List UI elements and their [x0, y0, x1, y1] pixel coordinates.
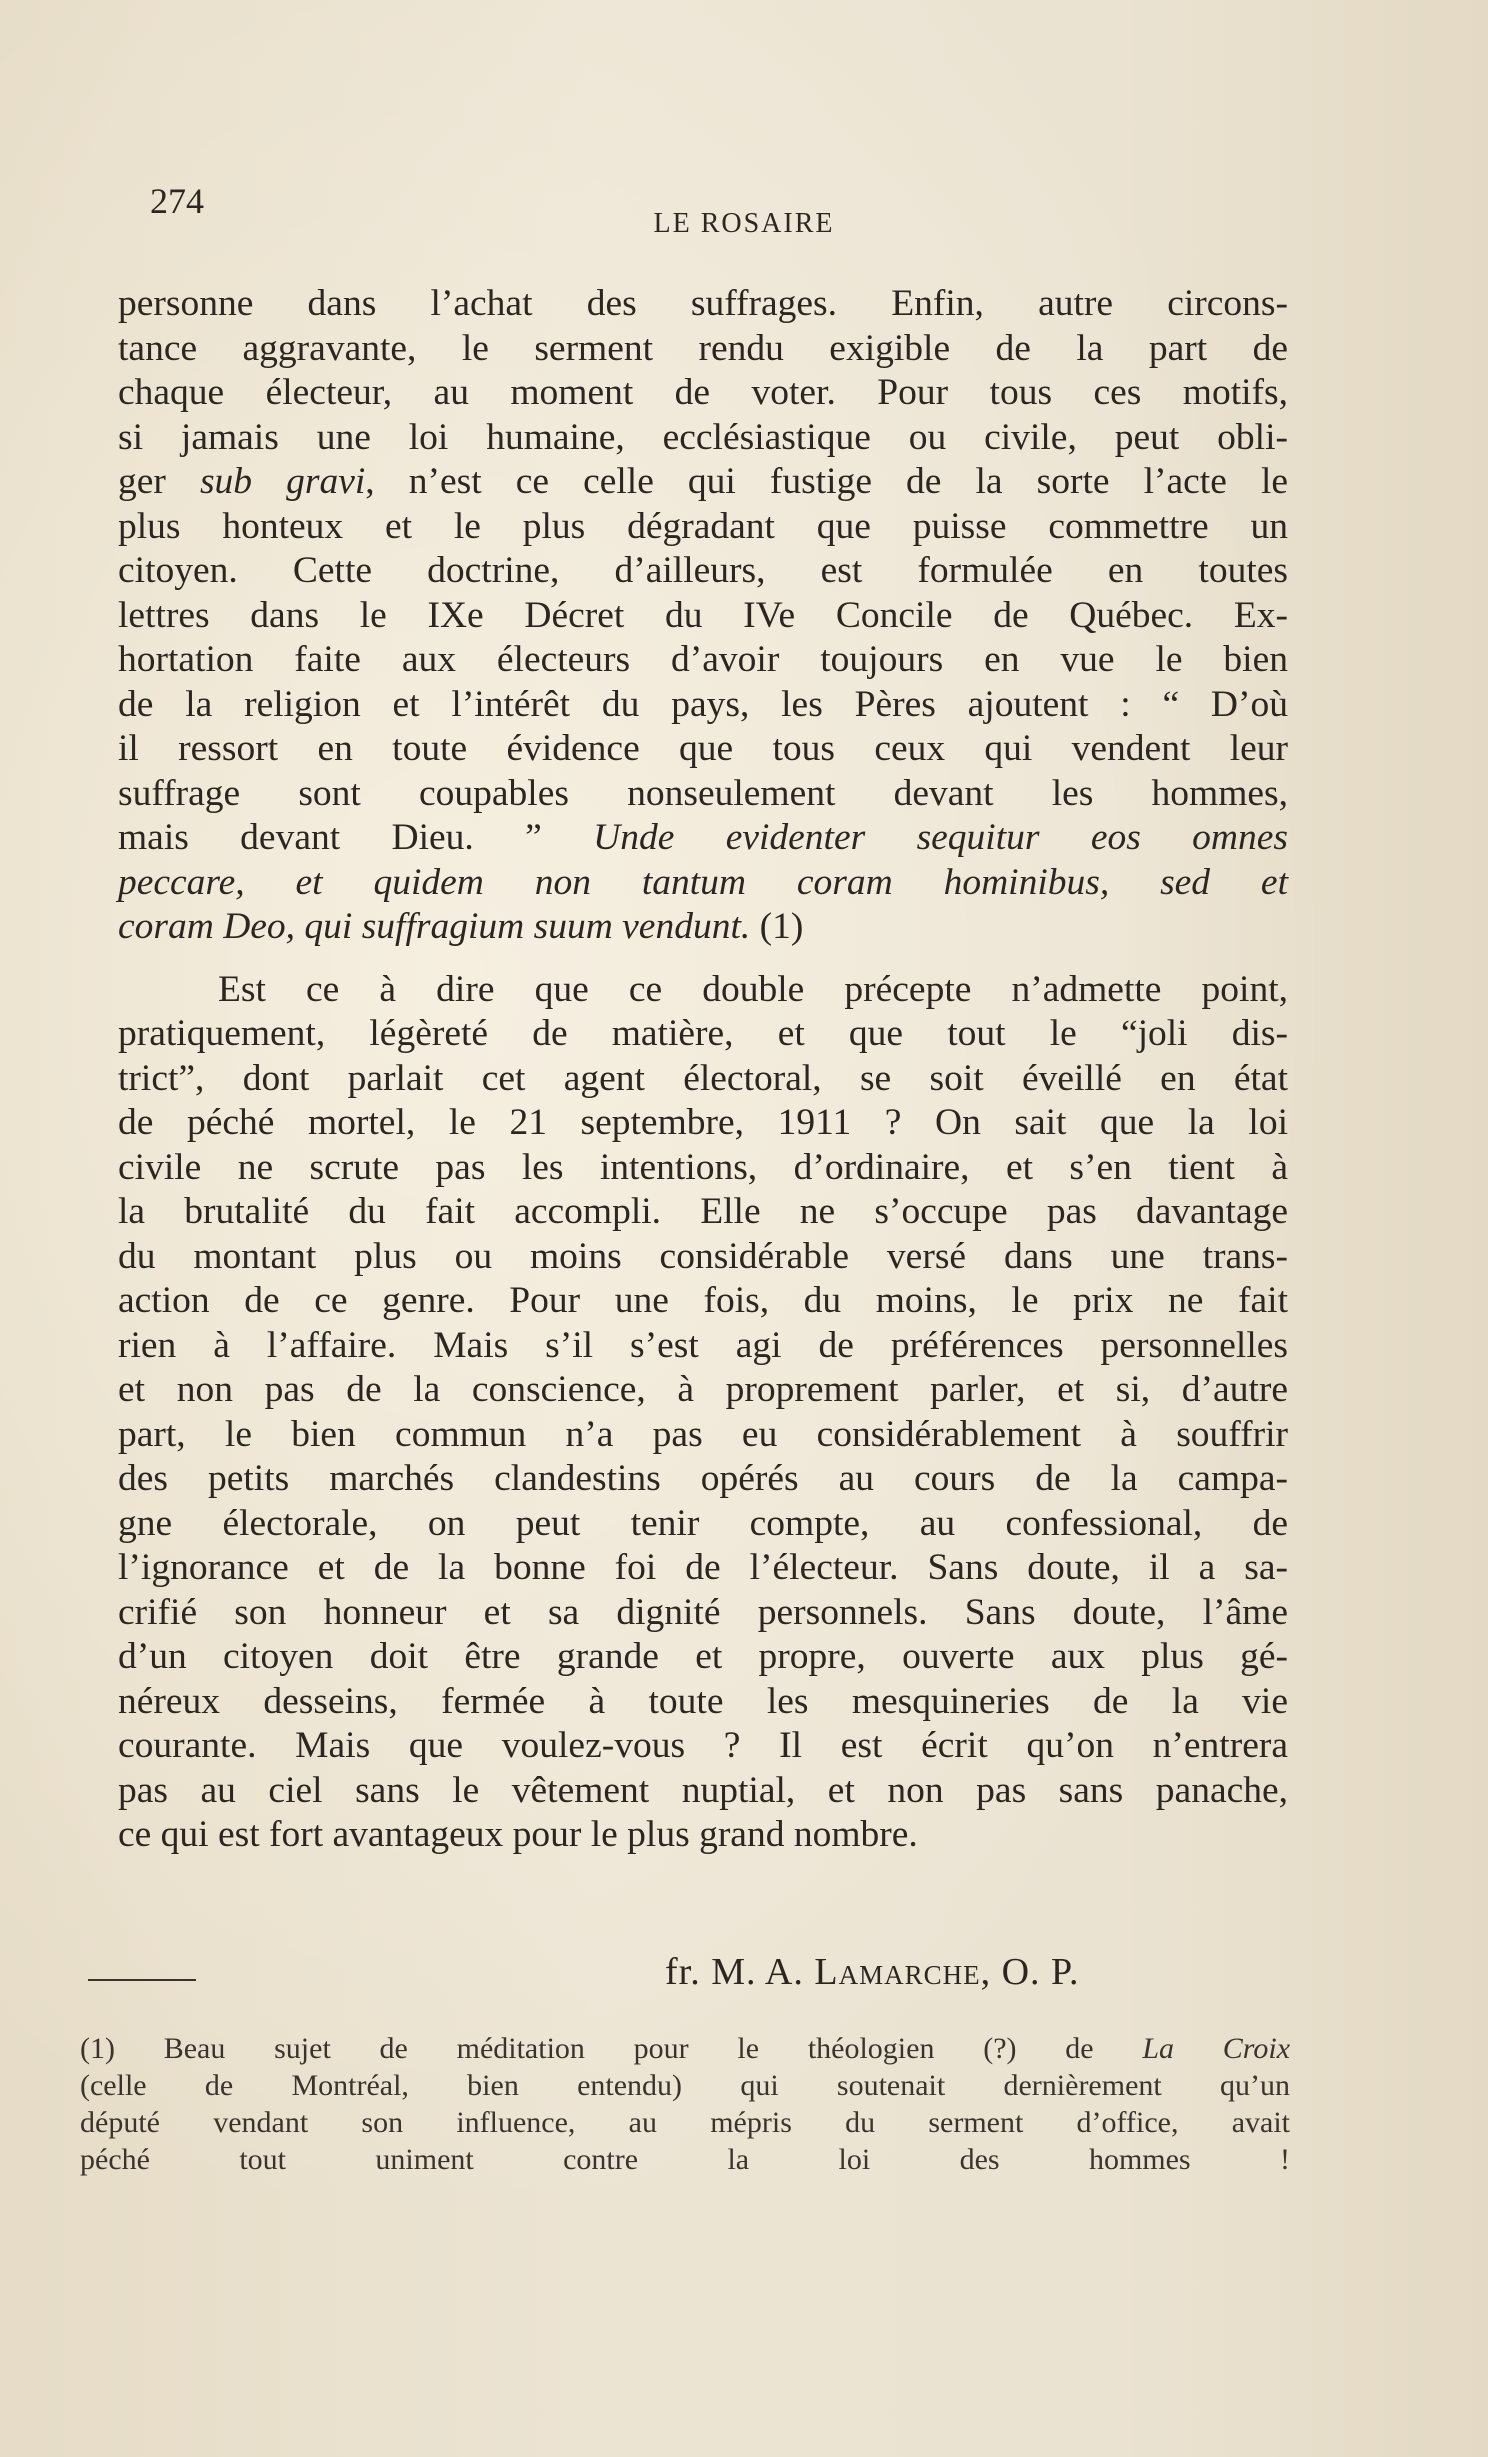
text-line: l’ignorance et de la bonne foi de l’électeur. Sans doute, il a sa-: [118, 1547, 1288, 1588]
text-line: Est ce à dire que ce double précepte n’admette point,: [218, 968, 1288, 1010]
text-line: gne électorale, on peut tenir compte, au confessional, de: [118, 1502, 1288, 1544]
body-text: [118, 282, 1288, 1858]
running-title: LE ROSAIRE: [653, 208, 835, 239]
text-line: citoyen. Cette doctrine, d’ailleurs, est formulée en toutes: [118, 550, 1288, 591]
text-line: et non pas de la conscience, à proprement parler, et si, d’autre: [118, 1369, 1288, 1410]
text-line: d’un citoyen doit être grande et propre, ouverte aux plus gé-: [118, 1636, 1288, 1677]
text-line: tance aggravante, le serment rendu exigible de la part de: [118, 327, 1288, 369]
signature-prefix: fr. M. A.: [665, 1951, 815, 1993]
text-line: part, le bien commun n’a pas eu considérablement à souffrir: [118, 1413, 1288, 1455]
text-line: [118, 861, 1288, 906]
text-line: de péché mortel, le 21 septembre, 1911 ? On sait que la loi: [118, 1102, 1288, 1143]
text-line: il ressort en toute évidence que tous ceux qui vendent leur: [118, 728, 1288, 769]
text-line: des petits marchés clandestins opérés au cours de la campa-: [118, 1458, 1288, 1499]
text-line: [118, 816, 1288, 861]
latin-quote: Unde evidenter sequitur eos omnes: [593, 817, 1288, 858]
text-line: rien à l’affaire. Mais s’il s’est agi de préférences personnelles: [118, 1324, 1288, 1366]
footnote-line: (celle de Montréal, bien entendu) qui soutenait dernièrement qu’un: [80, 2069, 1290, 2102]
text-line: de la religion et l’intérêt du pays, les Pères ajoutent : “ D’où: [118, 683, 1288, 725]
latin-phrase: sub gravi: [199, 461, 366, 502]
text-line: du montant plus ou moins considérable versé dans une trans-: [118, 1235, 1288, 1277]
text-line: hortation faite aux électeurs d’avoir toujours en vue le bien: [118, 639, 1288, 680]
footnote: [80, 2030, 1290, 2178]
text-line: [118, 905, 1288, 950]
text-line: lettres dans le IXe Décret du IVe Concile de Québec. Ex-: [118, 594, 1288, 636]
paragraph-1: [118, 282, 1288, 950]
text-line: action de ce genre. Pour une fois, du moins, le prix ne fait: [118, 1280, 1288, 1321]
page-number: 274: [150, 181, 204, 221]
footnote-line: [80, 2030, 1290, 2067]
signature-name: Lamarche: [814, 1951, 981, 1993]
author-signature: [665, 1950, 1079, 1994]
text-line: si jamais une loi humaine, ecclésiastique ou civile, peut obli-: [118, 416, 1288, 458]
text-line: pratiquement, légèreté de matière, et que tout le “joli dis-: [118, 1013, 1288, 1054]
text-segment: (1) Beau sujet de méditation pour le théologien (?) de: [80, 2032, 1143, 2065]
footnote-line: péché tout uniment contre la loi des hommes !: [80, 2143, 1290, 2176]
text-line: suffrage sont coupables nonseulement devant les hommes,: [118, 772, 1288, 814]
footnote-line: député vendant son influence, au mépris du serment d’office, avait: [80, 2106, 1290, 2139]
text-segment: ger: [118, 461, 200, 502]
text-line: trict”, dont parlait cet agent électoral, se soit éveillé en état: [118, 1057, 1288, 1099]
text-segment: , n’est ce celle qui fustige de la sorte l’acte le: [365, 461, 1289, 502]
text-line: néreux desseins, fermée à toute les mesquineries de la vie: [118, 1680, 1288, 1722]
text-line: civile ne scrute pas les intentions, d’ordinaire, et s’en tient à: [118, 1146, 1288, 1188]
text-line: courante. Mais que voulez-vous ? Il est écrit qu’on n’entrera: [118, 1725, 1288, 1766]
text-line: ce qui est fort avantageux pour le plus grand nombre.: [118, 1814, 918, 1855]
text-line: [118, 460, 1288, 505]
signature-suffix: , O. P.: [980, 1951, 1080, 1993]
text-line: personne dans l’achat des suffrages. Enfin, autre circons-: [118, 283, 1288, 324]
signature-rule: [88, 1979, 196, 1981]
paragraph-2: [118, 968, 1288, 1858]
text-line: la brutalité du fait accompli. Elle ne s’occupe pas davantage: [118, 1191, 1288, 1232]
text-line: pas au ciel sans le vêtement nuptial, et non pas sans panache,: [118, 1769, 1288, 1811]
text-line: plus honteux et le plus dégradant que puisse commettre un: [118, 505, 1288, 547]
text-line: chaque électeur, au moment de voter. Pour tous ces motifs,: [118, 372, 1288, 413]
footnote-ref: (1): [750, 906, 804, 947]
text-line: crifié son honneur et sa dignité personnels. Sans doute, l’âme: [118, 1591, 1288, 1633]
latin-quote: peccare, et quidem non tantum coram hominibus, sed et: [118, 861, 1288, 903]
newspaper-title: La Croix: [1142, 2032, 1291, 2065]
text-segment: mais devant Dieu. ”: [118, 817, 594, 858]
latin-quote: coram Deo, qui suffragium suum vendunt.: [118, 906, 751, 947]
